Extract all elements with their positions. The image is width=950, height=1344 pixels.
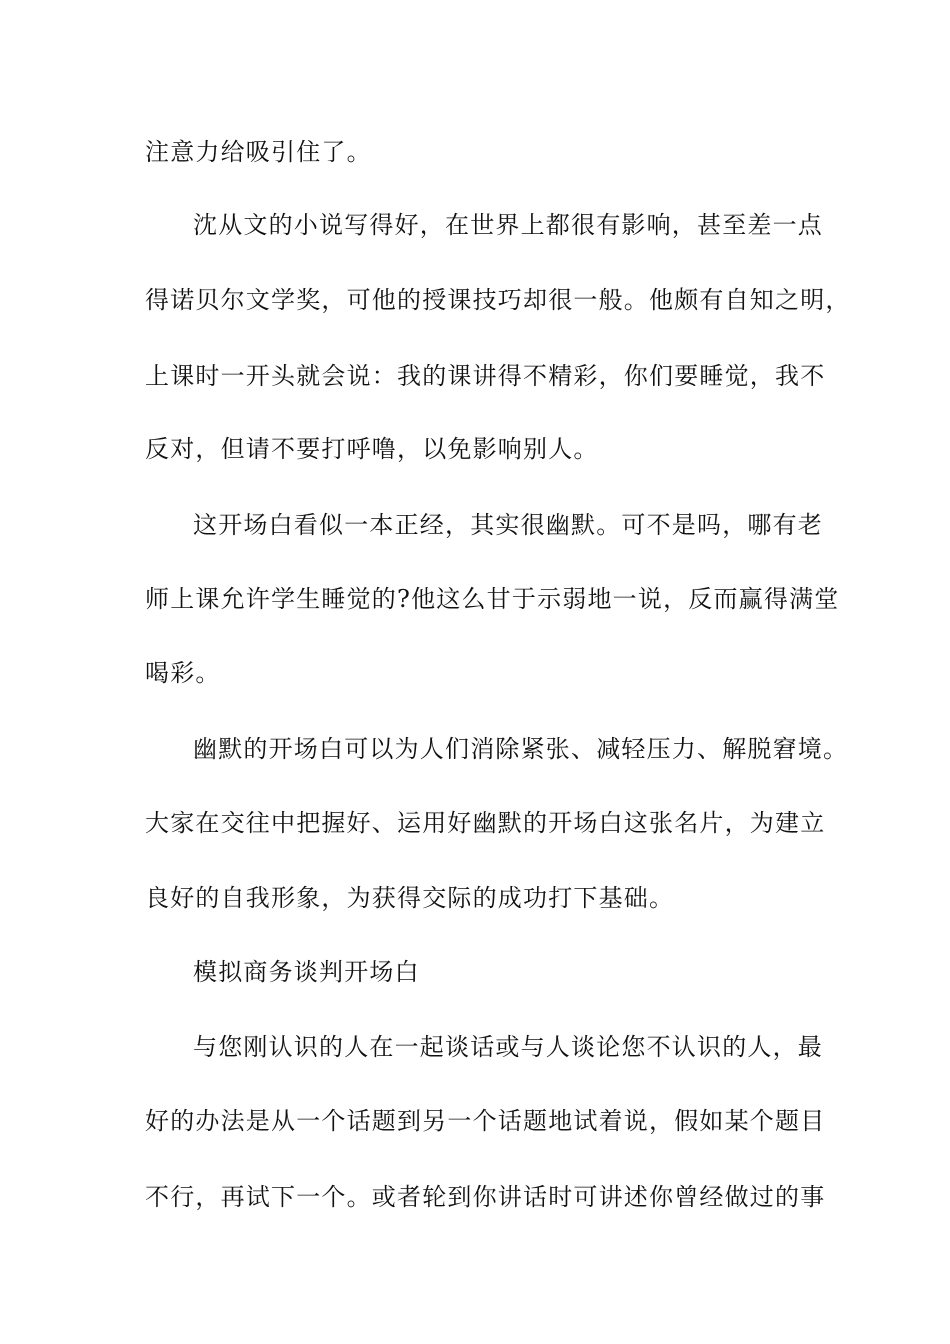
text-line: 良好的自我形象，为获得交际的成功打下基础。 <box>145 884 675 912</box>
text-line: 得诺贝尔文学奖，可他的授课技巧却很一般。他颇有自知之明， <box>145 286 851 314</box>
text-line: 反对，但请不要打呼噜，以免影响别人。 <box>145 435 599 463</box>
text-line: 幽默的开场白可以为人们消除紧张、减轻压力、解脱窘境。 <box>193 735 849 763</box>
section-heading: 模拟商务谈判开场白 <box>193 958 420 986</box>
text-line: 上课时一开头就会说：我的课讲得不精彩，你们要睡觉，我不 <box>145 362 826 390</box>
text-line: 不行，再试下一个。或者轮到你讲话时可讲述你曾经做过的事 <box>145 1183 826 1211</box>
text-line: 这开场白看似一本正经，其实很幽默。可不是吗，哪有老 <box>193 511 823 539</box>
text-line: 喝彩。 <box>145 659 221 687</box>
text-line: 与您刚认识的人在一起谈话或与人谈论您不认识的人，最 <box>193 1033 823 1061</box>
text-line: 沈从文的小说写得好，在世界上都很有影响，甚至差一点 <box>193 211 823 239</box>
text-line: 大家在交往中把握好、运用好幽默的开场白这张名片，为建立 <box>145 809 826 837</box>
text-line: 注意力给吸引住了。 <box>145 138 372 166</box>
text-line: 师上课允许学生睡觉的?他这么甘于示弱地一说，反而赢得满堂 <box>145 585 840 613</box>
text-line: 好的办法是从一个话题到另一个话题地试着说，假如某个题目 <box>145 1107 826 1135</box>
